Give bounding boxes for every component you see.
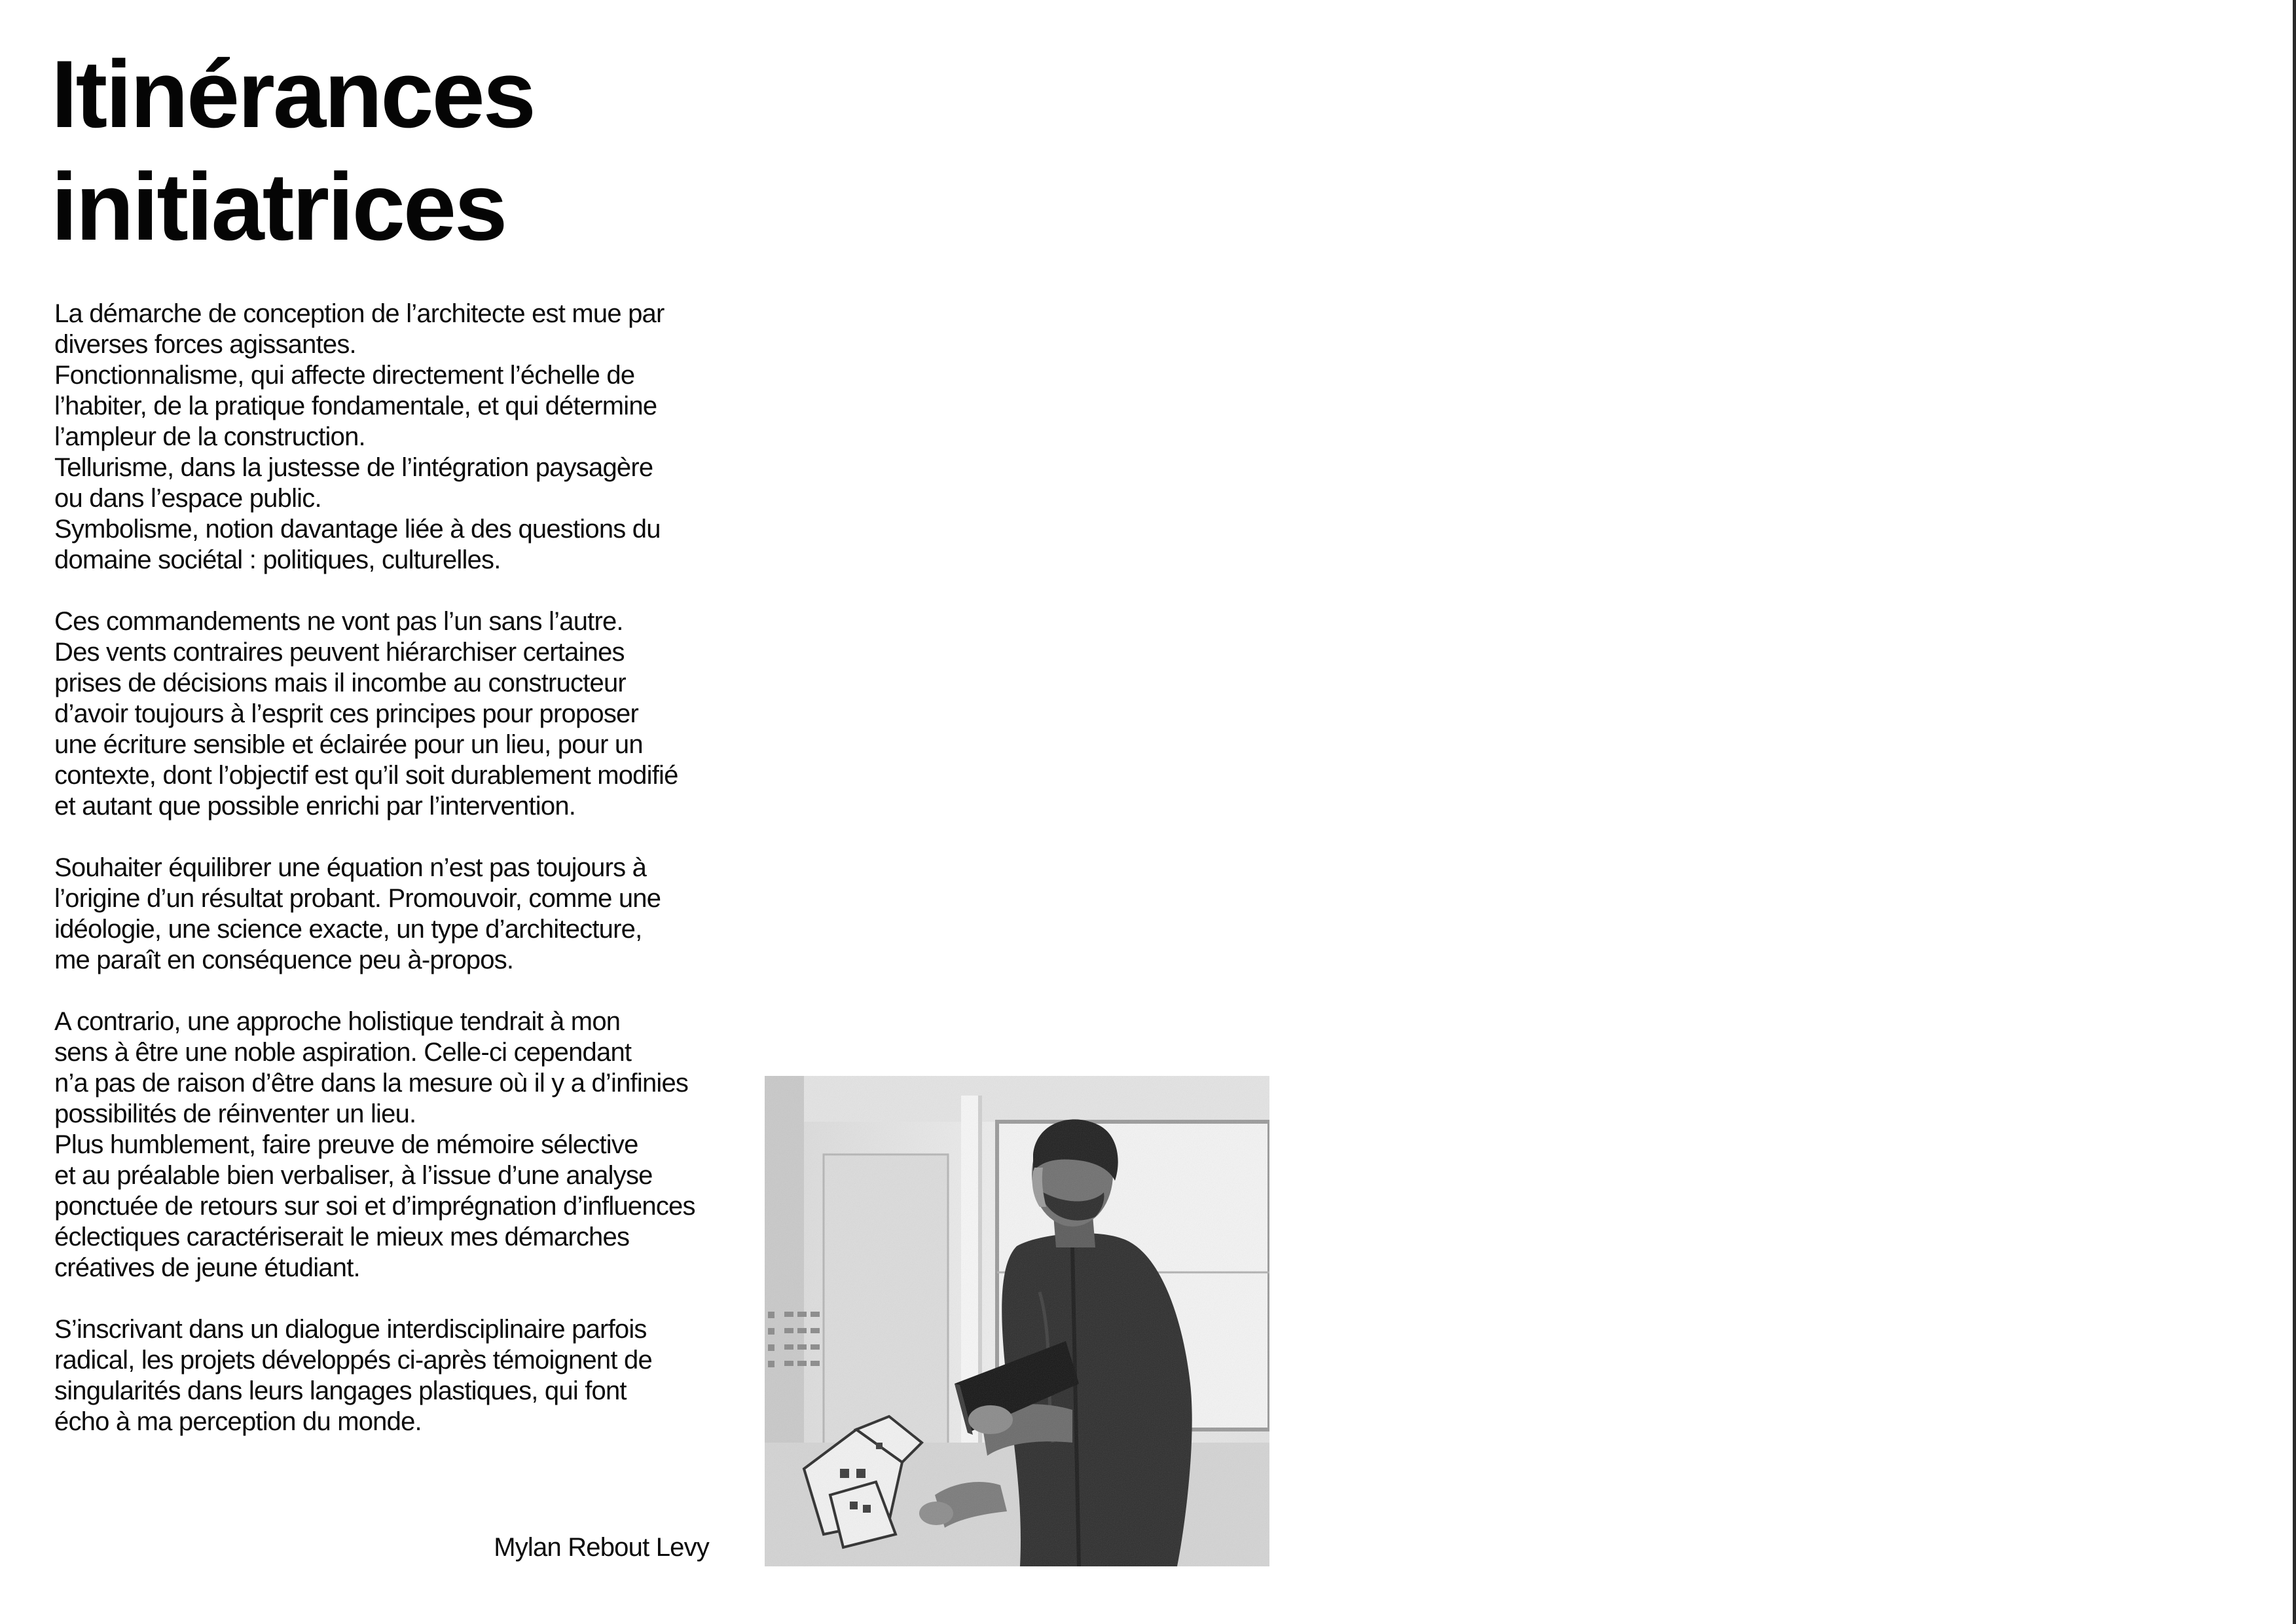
paragraph-line: S’inscrivant dans un dialogue interdisciplinaire parfois <box>54 1315 647 1344</box>
paragraph-line: Ces commandements ne vont pas l’un sans l’autre. <box>54 607 623 636</box>
paragraph-line: Des vents contraires peuvent hiérarchiser certaines <box>54 638 625 667</box>
paragraph-line: et au préalable bien verbaliser, à l’issue d’une analyse <box>54 1161 653 1190</box>
paragraph-line: A contrario, une approche holistique tendrait à mon <box>54 1007 621 1036</box>
author-photo <box>765 1076 1269 1566</box>
paragraph-line: radical, les projets développés ci-après témoignent de <box>54 1346 652 1375</box>
page-title <box>51 38 706 263</box>
paragraph-line: Fonctionnalisme, qui affecte directement l’échelle de <box>54 361 635 390</box>
paragraph-line: d’avoir toujours à l’esprit ces principes pour proposer <box>54 699 639 728</box>
paragraph <box>54 853 716 976</box>
paragraph-line: contexte, dont l’objectif est qu’il soit durablement modifié <box>54 761 678 790</box>
paragraph-line: possibilités de réinventer un lieu. <box>54 1099 416 1128</box>
paragraph-line: idéologie, une science exacte, un type d’architecture, <box>54 915 642 944</box>
paragraph-line: éclectiques caractériserait le mieux mes démarches <box>54 1223 630 1251</box>
paragraph <box>54 1314 716 1437</box>
paragraph <box>54 606 716 822</box>
paragraph-line: ou dans l’espace public. <box>54 484 321 513</box>
paragraph-line: l’ampleur de la construction. <box>54 422 365 451</box>
paragraph-line: me paraît en conséquence peu à-propos. <box>54 946 514 974</box>
title-line-2: initiatrices <box>51 153 506 260</box>
paragraph-line: l’origine d’un résultat probant. Promouvoir, comme une <box>54 884 661 913</box>
paragraph-line: prises de décisions mais il incombe au constructeur <box>54 669 626 697</box>
paragraph-line: singularités dans leurs langages plastiques, qui font <box>54 1376 627 1405</box>
page-edge <box>2293 0 2296 1624</box>
paragraph-line: domaine sociétal : politiques, culturelles. <box>54 545 501 574</box>
paragraph-line: et autant que possible enrichi par l’intervention. <box>54 792 576 821</box>
paragraph <box>54 1006 716 1283</box>
paragraph-line: créatives de jeune étudiant. <box>54 1253 360 1282</box>
paragraph <box>54 299 716 576</box>
author-signature: Mylan Rebout Levy <box>494 1533 709 1562</box>
paragraph-line: Souhaiter équilibrer une équation n’est pas toujours à <box>54 853 647 882</box>
paragraph-line: La démarche de conception de l’architecte est mue par <box>54 299 665 328</box>
paragraph-line: Tellurisme, dans la justesse de l’intégration paysagère <box>54 453 653 482</box>
body-text <box>54 299 716 1468</box>
paragraph-line: une écriture sensible et éclairée pour un lieu, pour un <box>54 730 643 759</box>
paragraph-line: Plus humblement, faire preuve de mémoire sélective <box>54 1130 638 1159</box>
title-line-1: Itinérances <box>51 41 534 147</box>
paragraph-line: sens à être une noble aspiration. Celle-ci cependant <box>54 1038 632 1067</box>
paragraph-line: Symbolisme, notion davantage liée à des questions du <box>54 515 661 544</box>
paragraph-line: diverses forces agissantes. <box>54 330 356 359</box>
paragraph-line: écho à ma perception du monde. <box>54 1407 422 1436</box>
person-holding-notebook-icon <box>765 1076 1269 1566</box>
paragraph-line: ponctuée de retours sur soi et d’imprégnation d’influences <box>54 1192 695 1221</box>
paragraph-line: n’a pas de raison d’être dans la mesure où il y a d’infinies <box>54 1069 689 1098</box>
paragraph-line: l’habiter, de la pratique fondamentale, et qui détermine <box>54 392 657 420</box>
